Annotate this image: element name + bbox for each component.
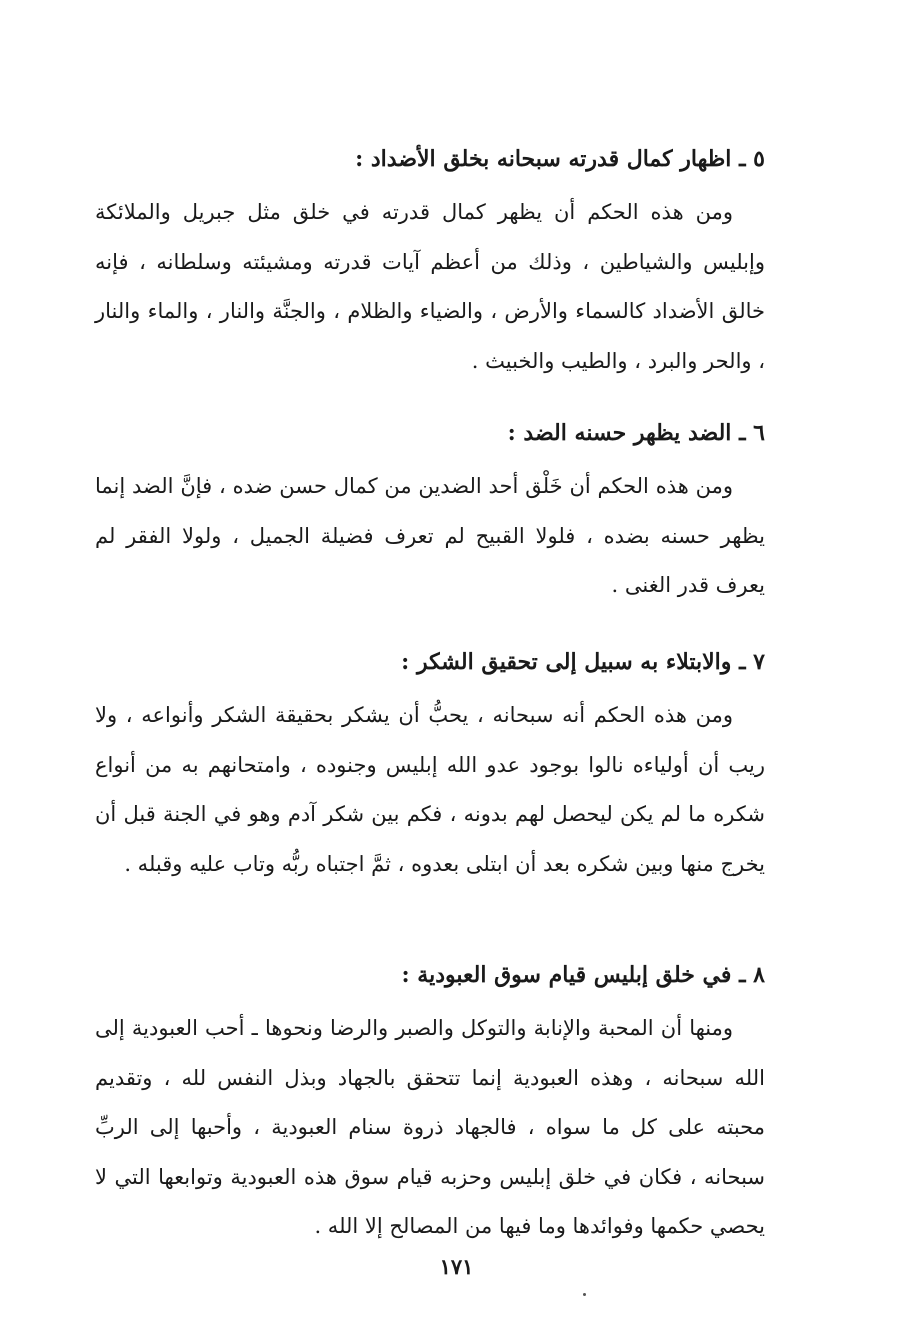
section-title: اظهار كمال قدرته سبحانه بخلق الأضداد <box>370 146 732 172</box>
section-colon: : <box>507 420 516 446</box>
section-colon: : <box>355 146 364 172</box>
section-7 <box>95 647 765 889</box>
section-body: ومنها أن المحبة والإنابة والتوكل والصبر والرضا ونحوها ـ أحب العبودية إلى الله سبحانه ، وهذه العبودية إنما تتحقق بالجهاد وبذل النفس لله ، وتقديم محبته على كل ما سواه ، فالجهاد ذروة سنام العبودية ، وأحبها إلى الربِّ سبحانه ، فكان في خلق إبليس وحزبه قيام سوق هذه العبودية وتوابعها التي لا يحصي حكمها وفوائدها وما فيها من المصالح إلا الله . <box>95 1016 765 1238</box>
section-heading <box>95 647 765 677</box>
section-title: والابتلاء به سبيل إلى تحقيق الشكر <box>416 649 732 675</box>
section-body: ومن هذه الحكم أن يظهر كمال قدرته في خلق مثل جبريل والملائكة وإبليس والشياطين ، وذلك من أعظم آيات قدرته ومشيئته وسلطانه ، فإنه خالق الأضداد كالسماء والأرض ، والضياء والظلام ، والجنَّة والنار ، والماء والنار ، والحر والبرد ، والطيب والخبيث . <box>95 200 765 373</box>
section-colon: : <box>401 962 410 988</box>
section-body: ومن هذه الحكم أن خَلْق أحد الضدين من كمال حسن ضده ، فإنَّ الضد إنما يظهر حسنه بضده ، فلولا القبيح لم تعرف فضيلة الجميل ، ولولا الفقر لم يعرف قدر الغنى . <box>95 474 765 597</box>
section-heading <box>95 144 765 174</box>
section-heading <box>95 418 765 448</box>
scan-speck <box>583 1293 586 1296</box>
section-colon: : <box>401 649 410 675</box>
section-body: ومن هذه الحكم أنه سبحانه ، يحبُّ أن يشكر بحقيقة الشكر وأنواعه ، ولا ريب أن أولياءه نالوا بوجود عدو الله إبليس وجنوده ، وامتحانهم به من أنواع شكره ما لم يكن ليحصل لهم بدونه ، فكم بين شكر آدم وهو في الجنة قبل أن يخرج منها وبين شكره بعد أن ابتلى بعدوه ، ثمَّ اجتباه ربُّه وتاب عليه وقبله . <box>95 703 765 876</box>
section-title: الضد يظهر حسنه الضد <box>523 420 732 446</box>
section-8 <box>95 960 765 1252</box>
section-number: ٨ ـ <box>739 962 765 988</box>
section-5 <box>95 144 765 386</box>
section-number: ٧ ـ <box>739 649 765 675</box>
section-heading <box>95 960 765 990</box>
section-6 <box>95 418 765 611</box>
section-number: ٥ ـ <box>739 146 765 172</box>
section-number: ٦ ـ <box>739 420 765 446</box>
page-number: ١٧١ <box>439 1254 474 1279</box>
section-title: في خلق إبليس قيام سوق العبودية <box>417 962 732 988</box>
